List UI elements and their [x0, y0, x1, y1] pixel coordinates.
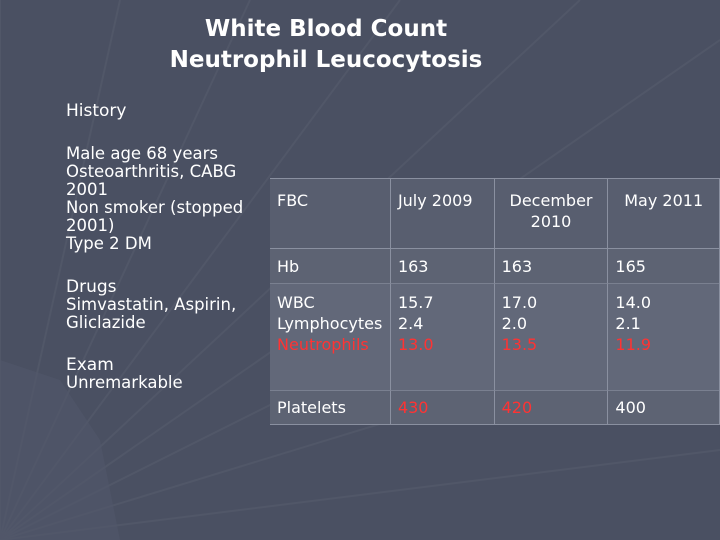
- drugs-line: Simvastatin, Aspirin,: [66, 295, 237, 314]
- row-label-platelets: Platelets: [270, 390, 390, 424]
- neutrophils-value: 13.0: [397, 335, 434, 354]
- neutrophils-value: 11.9: [615, 335, 652, 354]
- neutrophils-value: 13.5: [501, 335, 538, 354]
- wbc-value: 17.0: [501, 293, 538, 312]
- header-may-2011: May 2011: [607, 179, 719, 249]
- platelets-may-2011: 400: [607, 390, 719, 424]
- row-label-wbc: WBC: [277, 293, 315, 312]
- exam-value: Unremarkable: [66, 373, 183, 392]
- drugs-section: [66, 278, 236, 332]
- title-line-2: Neutrophil Leucocytosis: [169, 47, 483, 73]
- history-details: [66, 145, 243, 253]
- history-line: 2001): [66, 216, 115, 235]
- table-row-platelets: [270, 390, 719, 424]
- fbc-table: [270, 178, 720, 425]
- wbc-value: 15.7: [397, 293, 434, 312]
- wbc-dec-2010: [494, 283, 608, 390]
- history-line: Type 2 DM: [66, 234, 152, 253]
- history-line: Osteoarthritis, CABG: [66, 162, 237, 181]
- slide-title: [0, 14, 652, 76]
- row-label-neutrophils: Neutrophils: [277, 335, 369, 354]
- table-row-hb: [270, 249, 719, 283]
- history-line: Non smoker (stopped: [66, 198, 244, 217]
- history-line: 2001: [66, 180, 108, 199]
- header-july-2009: July 2009: [390, 179, 494, 249]
- header-fbc: FBC: [270, 179, 390, 249]
- title-line-1: White Blood Count: [204, 16, 448, 42]
- history-heading: History: [66, 101, 127, 121]
- lymphocytes-value: 2.4: [397, 314, 424, 333]
- wbc-may-2011: [607, 283, 719, 390]
- table-row-wbc: [270, 283, 719, 390]
- platelets-jul-2009: 430: [390, 390, 494, 424]
- drugs-heading: Drugs: [66, 277, 117, 297]
- history-line: Male age 68 years: [66, 144, 218, 163]
- platelets-dec-2010: 420: [494, 390, 608, 424]
- wbc-value: 14.0: [615, 293, 652, 312]
- drugs-line: Gliclazide: [66, 313, 146, 332]
- row-label-lymphocytes: Lymphocytes: [277, 314, 383, 333]
- wbc-jul-2009: [390, 283, 494, 390]
- hb-may-2011: 165: [607, 249, 719, 283]
- hb-jul-2009: 163: [390, 249, 494, 283]
- header-december-2010: December 2010: [494, 179, 608, 249]
- lymphocytes-value: 2.1: [615, 314, 641, 333]
- lymphocytes-value: 2.0: [501, 314, 528, 333]
- row-labels-wbc: [270, 283, 390, 390]
- table-header-row: [270, 179, 719, 249]
- exam-section: [66, 356, 183, 392]
- row-label-hb: Hb: [270, 249, 390, 283]
- hb-dec-2010: 163: [494, 249, 608, 283]
- exam-heading: Exam: [66, 355, 114, 375]
